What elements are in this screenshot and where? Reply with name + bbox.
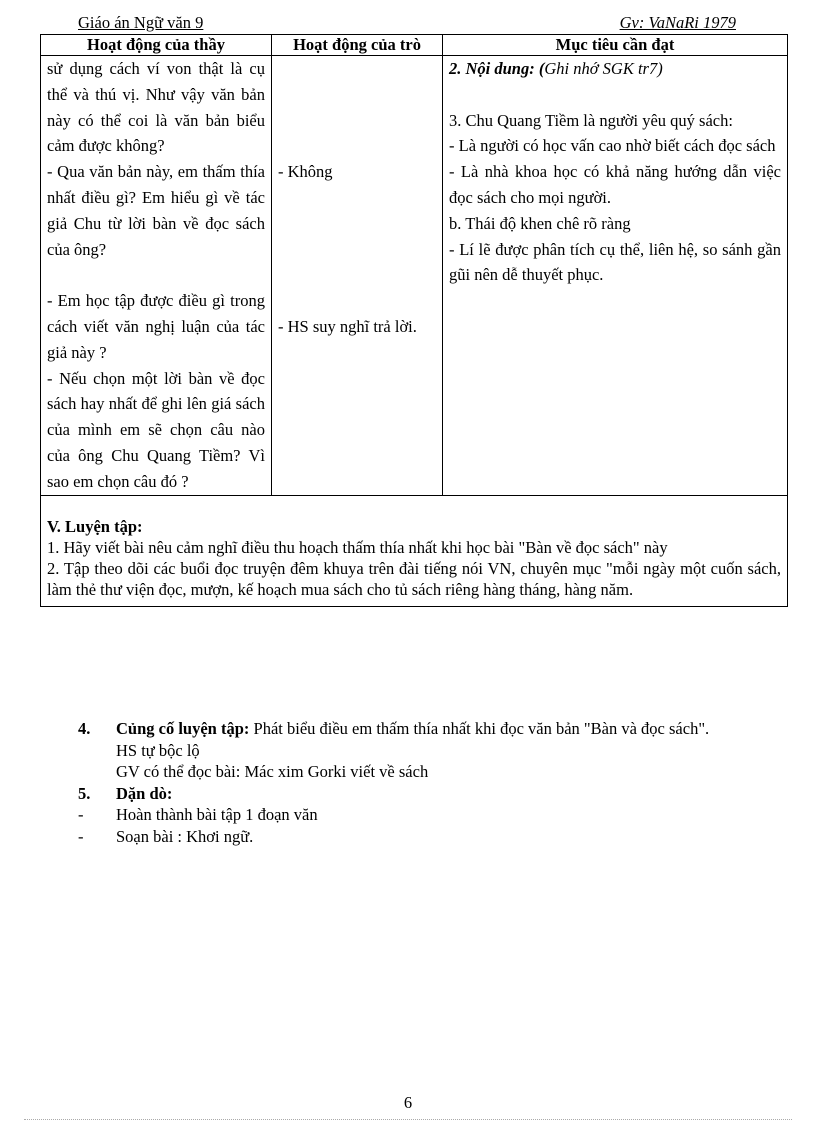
page-header: [78, 13, 736, 33]
header-subject: Giáo án Ngữ văn 9: [78, 13, 204, 32]
section-note: Ghi nhớ SGK tr7): [544, 59, 663, 78]
practice-title: V. Luyện tập:: [47, 516, 143, 536]
goal-line-5: - Lí lẽ được phân tích cụ thể, liên hệ, so sánh gần gũi nên dễ thuyết phục.: [449, 239, 781, 285]
after-table-section: [78, 718, 748, 847]
student-answer-2: - HS suy nghĩ trả lời.: [278, 316, 417, 336]
teacher-question-1: sử dụng cách ví von thật là cụ thể và thú vị. Như vậy văn bản này có thể coi là văn bản biểu cảm được không?: [47, 59, 265, 156]
practice-section: [41, 495, 788, 606]
goal-line-2: - Là người có học vấn cao nhờ biết cách đọc sách: [449, 136, 776, 156]
goal-line-1: 3. Chu Quang Tiềm là người yêu quý sách:: [449, 110, 733, 130]
section-label: 2. Nội dung: (: [449, 59, 545, 78]
teacher-question-2: - Qua văn bản này, em thấm thía nhất điều gì? Em hiểu gì về tác giả Chu từ lời bàn về đọc sách của ông?: [47, 162, 265, 259]
spacer: [278, 56, 436, 159]
list-item: [78, 804, 748, 826]
practice-row: [41, 495, 788, 606]
teacher-question-4: - Nếu chọn một lời bàn về đọc sách hay nhất để ghi lên giá sách của mình em sẽ chọn câu nào của ông Chu Quang Tiềm? Vì sao em chọn câu đó ?: [47, 368, 265, 491]
header-student: Hoạt động của trò: [272, 35, 443, 56]
goal-line-3: - Là nhà khoa học có khả năng hướng dẫn việc đọc sách cho mọi người.: [449, 162, 781, 207]
hs-line: HS tự bộc lộ: [116, 740, 200, 760]
list-item: [78, 718, 748, 740]
student-column: [272, 56, 443, 496]
practice-item-2: 2. Tập theo dõi các buổi đọc truyện đêm khuya trên đài tiếng nói VN, chuyên mục "mỗi ngày một cuốn sách, làm thẻ thư viện đọc, mượn, kế hoạch mua sách cho tủ sách riêng hàng tháng, hàng năm.: [47, 558, 781, 599]
page-number: 6: [403, 1093, 413, 1112]
item-number: 5.: [78, 783, 91, 803]
goal-line-4: b. Thái độ khen chê rõ ràng: [449, 213, 631, 233]
header-teacher: Hoạt động của thầy: [41, 35, 272, 56]
dash-bullet: -: [78, 805, 84, 824]
student-answer-1: - Không: [278, 162, 333, 182]
consolidate-text: Phát biểu điều em thấm thía nhất khi đọc văn bản "Bàn và đọc sách".: [249, 719, 710, 738]
spacer: [278, 185, 436, 314]
header-goals: Mục tiêu cần đạt: [443, 35, 788, 56]
item-number: 4.: [78, 719, 91, 738]
goals-column: [443, 56, 788, 496]
practice-item-1: 1. Hãy viết bài nêu cảm nghĩ điều thu hoạch thấm thía nhất khi học bài "Bàn về đọc sách" này: [47, 537, 668, 557]
spacer: [449, 82, 781, 108]
teacher-question-3: - Em học tập được điều gì trong cách viết văn nghị luận của tác giả này ?: [47, 291, 265, 362]
spacer: [47, 262, 265, 288]
table-row: [41, 56, 788, 496]
page-divider: [24, 1119, 792, 1120]
consolidate-label: Củng cố luyện tập:: [116, 719, 250, 738]
list-item: [78, 826, 748, 848]
table-header-row: [41, 35, 788, 56]
header-author: Gv: VaNaRi 1979: [619, 13, 736, 32]
homework-item-1: Hoàn thành bài tập 1 đoạn văn: [116, 805, 318, 824]
homework-item-2: Soạn bài : Khơi ngữ.: [116, 826, 254, 846]
homework-label: Dặn dò:: [116, 783, 173, 803]
goals-section-heading: [449, 56, 781, 82]
list-item: [78, 783, 748, 805]
gv-line: GV có thể đọc bài: Mác xim Gorki viết về sách: [116, 762, 429, 781]
lesson-table: [40, 34, 788, 607]
dash-bullet: -: [78, 826, 84, 846]
teacher-column: [41, 56, 272, 496]
